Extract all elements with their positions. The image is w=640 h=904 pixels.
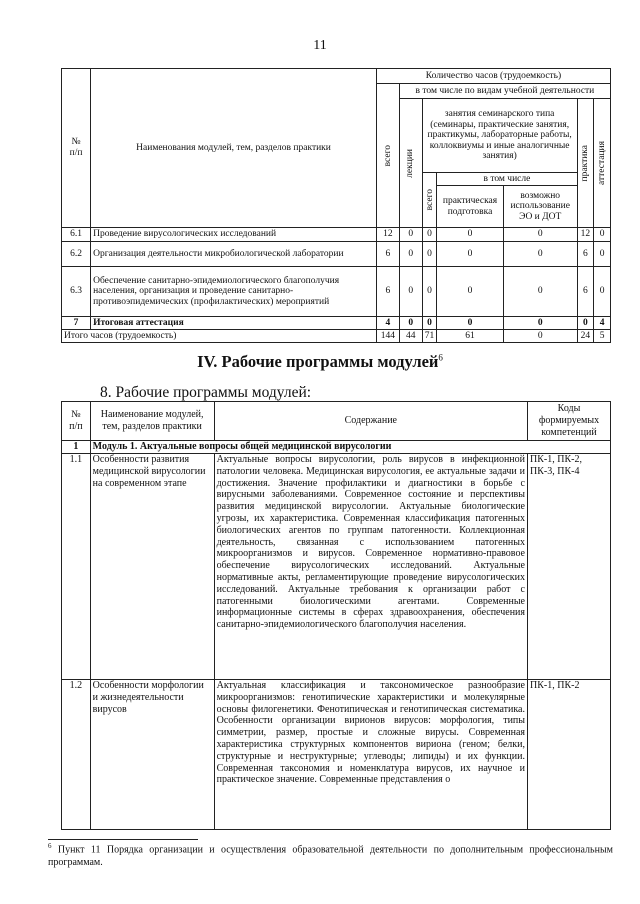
row-content: Актуальные вопросы вирусологии, роль вирусов в инфекционной патологии человека. Медицинская вирусология, ее актуальные задачи и достижения. Значение профилактики и диагностики в борьбе с вирусными заболеваниями. Современное состояние и перспективы развития медицинской вирусологии. Актуальные биологические угрозы, их характеристика. Современная классификация патогенных биологических агентов по группам патогенности. Коллекционная деятельность, связанная с использованием патогенных микроорганизмов и вирусов. Современное нормативно-правовое обеспечение вирусологических исследований. Актуальные нормативные акты, регламентирующие проведение вирусологических исследований. Актуальные требования к организации работ с патогенными биологическими агентами. Современные информационные системы в сферах здравоохранения, обеспечения санитарно-эпидемиологического благополучия населения. (214, 454, 527, 680)
hours-header-by-activity: в том числе по видам учебной деятельности (399, 84, 610, 99)
table-row (62, 267, 611, 317)
hours-header-certification: аттестация (596, 141, 607, 185)
section-title (0, 352, 640, 372)
row-lectures: 0 (399, 242, 422, 267)
row-remote: 0 (503, 228, 577, 242)
total-row (62, 330, 611, 343)
total-remote: 0 (503, 330, 577, 343)
row-name: Особенности морфологии и жизнедеятельности вирусов (90, 680, 214, 830)
total-total: 144 (376, 330, 399, 343)
page-number: 11 (313, 38, 327, 53)
table-row (62, 242, 611, 267)
hours-header-lectures-cell (399, 99, 422, 228)
hours-header-lectures: лекции (405, 148, 416, 178)
modules-header-name: Наименование модулей, тем, разделов практики (90, 402, 214, 441)
modules-table (61, 401, 611, 830)
hours-header-certification-cell (594, 99, 611, 228)
hours-header-practice-cell (577, 99, 594, 228)
row-total: 4 (376, 317, 399, 330)
row-practical: 0 (437, 228, 504, 242)
subsection-title: 8. Рабочие программы модулей: (100, 384, 312, 401)
row-name: Проведение вирусологических исследований (91, 228, 377, 242)
hours-header-total: всего (382, 144, 393, 167)
hours-header-remote: возможно использование ЭО и ДОТ (503, 186, 577, 228)
row-num: 6.2 (62, 242, 91, 267)
footnote (48, 842, 613, 869)
row-num: 6.3 (62, 267, 91, 317)
row-cert: 0 (594, 242, 611, 267)
total-practical: 61 (437, 330, 504, 343)
footnote-text: Пункт 11 Порядка организации и осуществления образовательной деятельности по дополнительным профессиональным программам. (48, 844, 613, 868)
total-label: Итого часов (трудоемкость) (62, 330, 377, 343)
total-lectures: 44 (399, 330, 422, 343)
row-name: Организация деятельности микробиологической лаборатории (91, 242, 377, 267)
modules-header-content: Содержание (214, 402, 527, 441)
row-seminar-total: 0 (422, 242, 437, 267)
hours-header-seminar-total: всего (424, 189, 435, 211)
total-practice: 24 (577, 330, 594, 343)
total-cert: 5 (594, 330, 611, 343)
row-practical: 0 (437, 267, 504, 317)
modules-header-num: № п/п (62, 402, 91, 441)
module-row (62, 441, 611, 454)
row-cert: 4 (594, 317, 611, 330)
row-cert: 0 (594, 267, 611, 317)
total-seminar-total: 71 (422, 330, 437, 343)
hours-header-total-cell (376, 84, 399, 228)
row-num: 6.1 (62, 228, 91, 242)
table-row (62, 317, 611, 330)
row-practical: 0 (437, 242, 504, 267)
hours-header-practice: практика (580, 144, 591, 182)
row-lectures: 0 (399, 267, 422, 317)
row-num: 1.2 (62, 680, 91, 830)
hours-header-name: Наименования модулей, тем, разделов практики (91, 69, 377, 228)
row-lectures: 0 (399, 228, 422, 242)
hours-table (61, 68, 611, 343)
footnote-divider (48, 839, 198, 840)
row-seminar-total: 0 (422, 317, 437, 330)
row-name: Особенности развития медицинской вирусологии на современном этапе (90, 454, 214, 680)
row-seminar-total: 0 (422, 267, 437, 317)
hours-header-seminar-total-cell (422, 173, 437, 228)
row-seminar-total: 0 (422, 228, 437, 242)
footnote-mark: 6 (48, 842, 52, 850)
table-row (62, 454, 611, 680)
row-total: 12 (376, 228, 399, 242)
row-remote: 0 (503, 267, 577, 317)
row-total: 6 (376, 267, 399, 317)
row-name: Обеспечение санитарно-эпидемиологического благополучия населения, организация и проведение санитарно-противоэпидемических (профилактических) мероприятий (91, 267, 377, 317)
section-footnote-mark: 6 (438, 352, 443, 363)
row-cert: 0 (594, 228, 611, 242)
section-title-text: IV. Рабочие программы модулей (197, 352, 439, 371)
hours-header-practical-training: практическая подготовка (437, 186, 504, 228)
row-remote: 0 (503, 317, 577, 330)
row-num: 7 (62, 317, 91, 330)
row-codes: ПК-1, ПК-2 (528, 680, 611, 830)
hours-header-seminar: занятия семинарского типа (семинары, практические занятия, практикумы, лабораторные работы, коллоквиумы и иные аналогичные занятия) (422, 99, 577, 173)
row-num: 1.1 (62, 454, 91, 680)
hours-header-total-label: Количество часов (трудоемкость) (376, 69, 610, 84)
row-practice: 6 (577, 242, 594, 267)
row-practical: 0 (437, 317, 504, 330)
module-title: Модуль 1. Актуальные вопросы общей медицинской вирусологии (90, 441, 610, 454)
table-row (62, 228, 611, 242)
row-content: Актуальная классификация и таксономическое разнообразие микроорганизмов: генотипические характеристики и молекулярные основы филогенетики. Фенотипическая и генотипическая систематика. Особенности организации вирионов вирусов: морфология, типы симметрии, размер, простые и сложные вирусы. Современная характеристика структурных компонентов вириона (геном; белки, структурные и неструктурные; углеводы; липиды) и их функции. Современная таксономия и номенклатура вирусов, их научное и практическое значение. Современные представления о (214, 680, 527, 830)
row-codes: ПК-1, ПК-2, ПК-3, ПК-4 (528, 454, 611, 680)
module-num: 1 (62, 441, 91, 454)
table-row (62, 680, 611, 830)
hours-header-including: в том числе (437, 173, 577, 186)
row-name: Итоговая аттестация (91, 317, 377, 330)
row-practice: 12 (577, 228, 594, 242)
modules-header-codes: Коды формируемых компетенций (528, 402, 611, 441)
row-lectures: 0 (399, 317, 422, 330)
row-practice: 0 (577, 317, 594, 330)
row-practice: 6 (577, 267, 594, 317)
row-remote: 0 (503, 242, 577, 267)
hours-header-num: № п/п (62, 69, 91, 228)
row-total: 6 (376, 242, 399, 267)
